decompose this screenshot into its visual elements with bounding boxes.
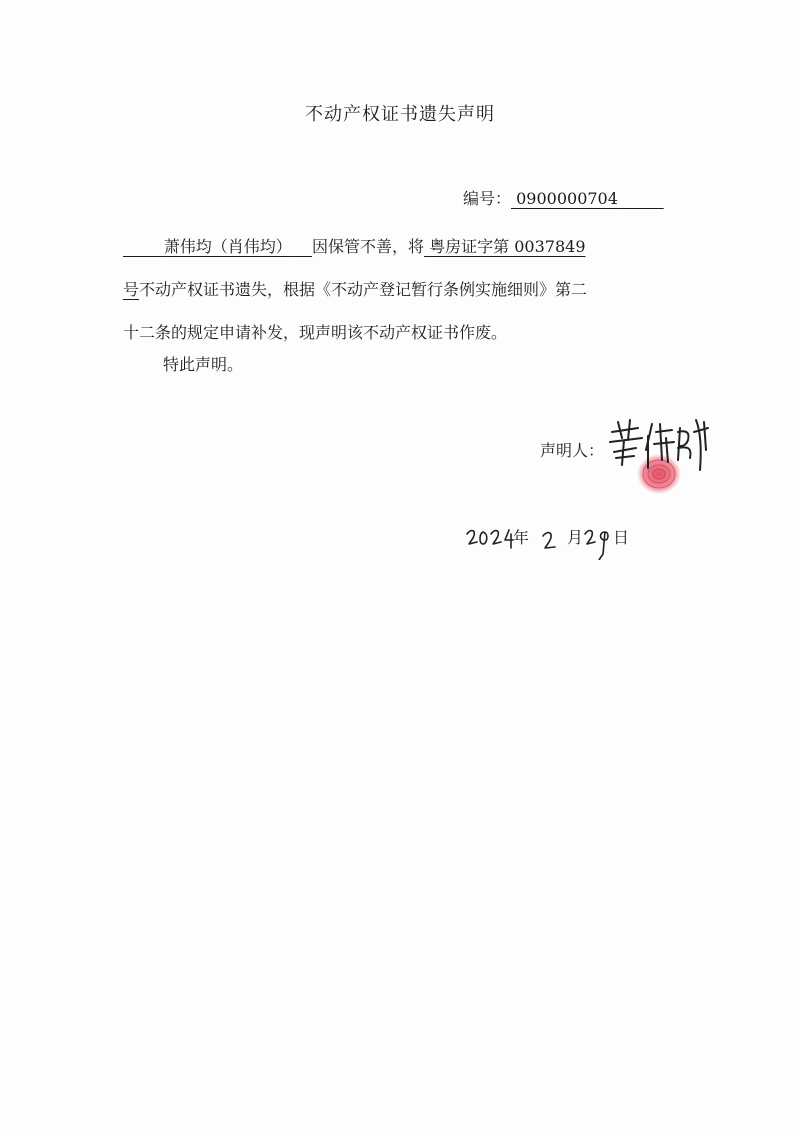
signature-with-fingerprint bbox=[604, 410, 724, 500]
certificate-number-line bbox=[463, 186, 664, 209]
date-day-unit: 日 bbox=[613, 528, 630, 547]
body-line-2 bbox=[123, 268, 693, 311]
certificate-ref-suffix: 号 bbox=[123, 280, 140, 299]
certificate-ref-field bbox=[424, 237, 585, 256]
owner-name-field bbox=[123, 237, 312, 256]
body-line-3: 十二条的规定申请补发，现声明该不动产权证书作废。 bbox=[123, 323, 508, 342]
handwritten-date bbox=[465, 520, 645, 560]
document-title: 不动产权证书遗失声明 bbox=[305, 104, 495, 125]
number-value: 0900000704 bbox=[516, 189, 618, 208]
body-text-2: 不动产权证书遗失，根据《不动产登记暂行条例实施细则》第二 bbox=[139, 280, 588, 299]
declarant-label: 声明人： bbox=[540, 441, 605, 460]
body-text-1: 因保管不善，将 bbox=[312, 237, 425, 256]
date-year-unit: 年 bbox=[513, 528, 530, 547]
statement-body bbox=[123, 225, 693, 354]
number-value-field bbox=[511, 189, 664, 208]
body-line-1 bbox=[123, 225, 693, 268]
number-label: 编号： bbox=[463, 189, 512, 208]
fingerprint bbox=[637, 454, 681, 494]
owner-name: 萧伟均（肖伟均） bbox=[163, 237, 292, 256]
closing-text: 特此声明。 bbox=[163, 355, 244, 374]
date-month-unit: 月 bbox=[567, 528, 584, 547]
certificate-ref: 粤房证字第 0037849 bbox=[429, 237, 586, 256]
